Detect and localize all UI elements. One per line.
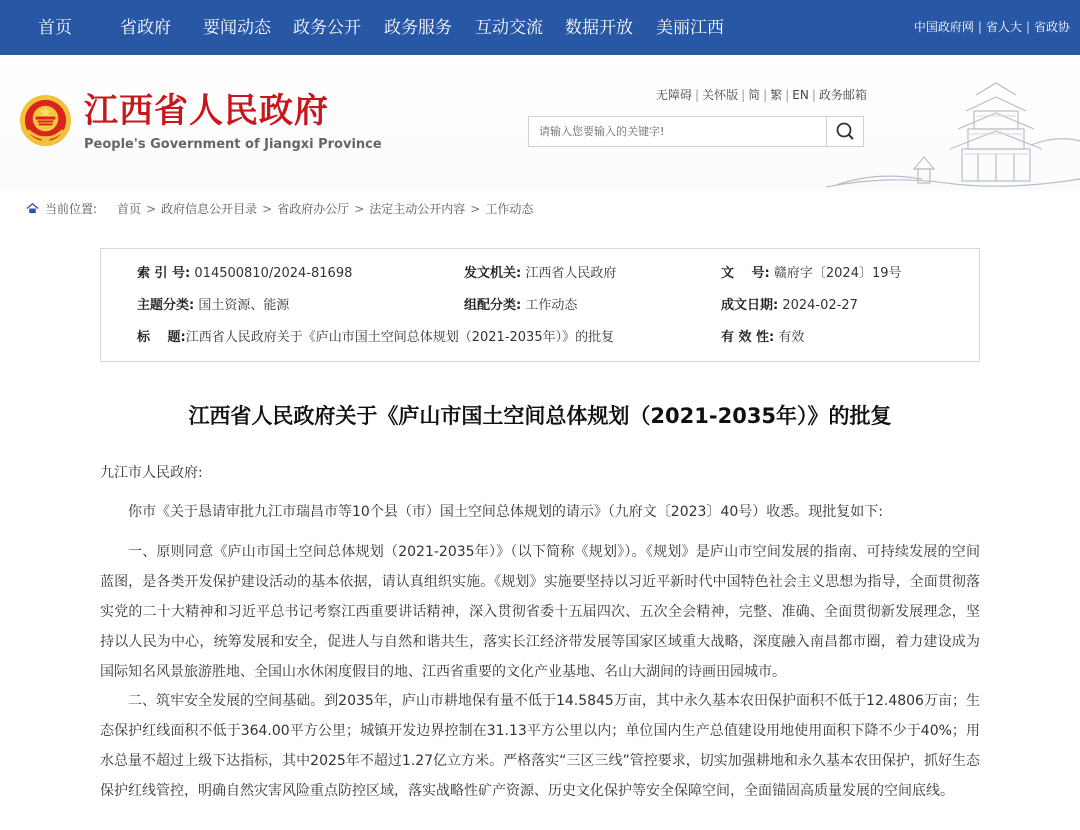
document-number-label: 文 号: [721,266,770,281]
validity-field [721,328,804,348]
breadcrumb [26,200,533,218]
metadata-row [101,264,979,284]
site-header [0,55,1080,190]
link-elder-mode[interactable]: 关怀版 [702,88,739,102]
index-number-value: 014500810/2024-81698 [194,266,353,281]
breadcrumb-separator: > [262,202,273,216]
document-date-value: 2024-02-27 [782,298,858,313]
index-number-field [137,264,352,284]
breadcrumb-separator: > [354,202,365,216]
nav-item-government-services[interactable]: 政务服务 [384,18,452,38]
link-traditional[interactable]: 繁 [770,88,783,102]
validity-label: 有 效 性: [721,330,775,345]
divider: | [763,88,768,102]
document-title-field [137,328,614,348]
document-date-field [721,296,858,316]
topic-category-value: 国土资源、能源 [198,298,290,313]
breadcrumb-separator: > [146,202,157,216]
link-accessibility[interactable]: 无障碍 [656,88,693,102]
document-title-label: 标 题: [137,330,186,345]
paragraph-text: 一、原则同意《庐山市国土空间总体规划（2021-2035年）》（以下简称《规划》）。《规划》是庐山市空间发展的指南、可持续发展的空间蓝图，是各类开发保护建设活动的基本依据，请认真组织实施。《规划》实施要坚持以习近平新时代中国特色社会主义思想为指导，全面贯彻落实党的二十大精神和习近平总书记考察江西重要讲话精神，深入贯彻省委十五届四次、五次全会精神，完整、准确、全面贯彻新发展理念，坚持以人民为中心，统筹发展和安全，促进人与自然和谐共生，落实长江经济带发展等国家区域重大战略，深度融入南昌都市圈，着力建设成为国际知名风景旅游胜地、全国山水休闲度假目的地、江西省重要的文化产业基地、名山大湖间的诗画田园城市。 [100,544,980,680]
document-title-value: 江西省人民政府关于《庐山市国土空间总体规划（2021-2035年）》的批复 [185,330,615,345]
topic-category-field [137,296,289,316]
divider: | [977,20,982,34]
topic-category-label: 主题分类: [137,298,195,313]
site-title: 江西省人民政府 [84,91,329,131]
divider: | [1025,20,1030,34]
group-category-field [464,296,577,316]
document-number-value: 赣府字〔2024〕19号 [773,266,902,281]
group-category-value: 工作动态 [525,298,578,313]
nav-item-home[interactable]: 首页 [38,18,72,38]
paragraph-text: 你市《关于恳请审批九江市瑞昌市等10个县（市）国土空间总体规划的请示》（九府文〔2023〕40号）收悉。现批复如下: [128,504,883,520]
article-paragraph [100,686,980,806]
divider: | [811,88,816,102]
nav-item-open-data[interactable]: 数据开放 [565,18,633,38]
nav-item-government-affairs-disclosure[interactable]: 政务公开 [293,18,361,38]
divider: | [785,88,790,102]
metadata-row [101,296,979,316]
document-date-label: 成文日期: [721,298,779,313]
link-provincial-congress[interactable]: 省人大 [985,20,1022,34]
document-metadata-box [100,248,980,362]
search-input[interactable] [528,116,826,147]
index-number-label: 索 引 号: [137,266,191,281]
metadata-row [101,328,979,348]
breadcrumb-info-disclosure[interactable]: 政府信息公开目录 [161,202,258,216]
nav-item-provincial-government[interactable]: 省政府 [120,18,171,38]
breadcrumb-label: 当前位置: [45,202,98,216]
article-title: 江西省人民政府关于《庐山市国土空间总体规划（2021-2035年）》的批复 [188,404,892,428]
issuing-authority-field [464,264,616,284]
nav-item-beautiful-jiangxi[interactable]: 美丽江西 [656,18,724,38]
link-gov-email[interactable]: 政务邮箱 [818,88,867,102]
nav-item-interaction[interactable]: 互动交流 [475,18,543,38]
site-subtitle: People's Government of Jiangxi Province [84,137,382,152]
link-china-gov[interactable]: 中国政府网 [913,20,974,34]
divider: | [695,88,700,102]
link-simplified[interactable]: 简 [748,88,761,102]
breadcrumb-home[interactable]: 首页 [117,202,142,216]
breadcrumb-work-updates[interactable]: 工作动态 [485,202,534,216]
link-english[interactable]: EN [792,88,809,102]
article-paragraph [100,537,980,687]
article-paragraph [100,497,980,527]
paragraph-text: 二、筑牢安全发展的空间基础。到2035年，庐山市耕地保有量不低于14.5845万亩，其中永久基本农田保护面积不低于12.4806万亩；生态保护红线面积不低于364.00平方公里；城镇开发边界控制在31.13平方公里以内；单位国内生产总值建设用地使用面积下降不少于40%；用水总量不超过上级下达指标，其中2025年不超过1.27亿立方米。严格落实“三区三线”管控要求，切实加强耕地和永久基本农田保护，抓好生态保护红线管控，明确自然灾害风险重点防控区域，落实战略性矿产资源、历史文化保护等安全保障空间，全面锚固高质量发展的空间底线。 [100,693,980,799]
divider: | [741,88,746,102]
breadcrumb-separator: > [470,202,481,216]
issuing-authority-value: 江西省人民政府 [525,266,617,281]
issuing-authority-label: 发文机关: [464,266,522,281]
top-nav-bar [0,0,1080,55]
pavilion-illustration [826,75,1080,190]
validity-value: 有效 [778,330,805,345]
group-category-label: 组配分类: [464,298,522,313]
home-icon [26,202,39,215]
link-provincial-cppcc[interactable]: 省政协 [1033,20,1070,34]
external-links [914,19,1070,35]
national-emblem-icon [18,93,73,148]
breadcrumb-statutory-disclosure[interactable]: 法定主动公开内容 [369,202,466,216]
breadcrumb-general-office[interactable]: 省政府办公厅 [277,202,350,216]
nav-item-news[interactable]: 要闻动态 [203,18,271,38]
article-salutation: 九江市人民政府: [100,465,203,481]
document-number-field [721,264,902,284]
